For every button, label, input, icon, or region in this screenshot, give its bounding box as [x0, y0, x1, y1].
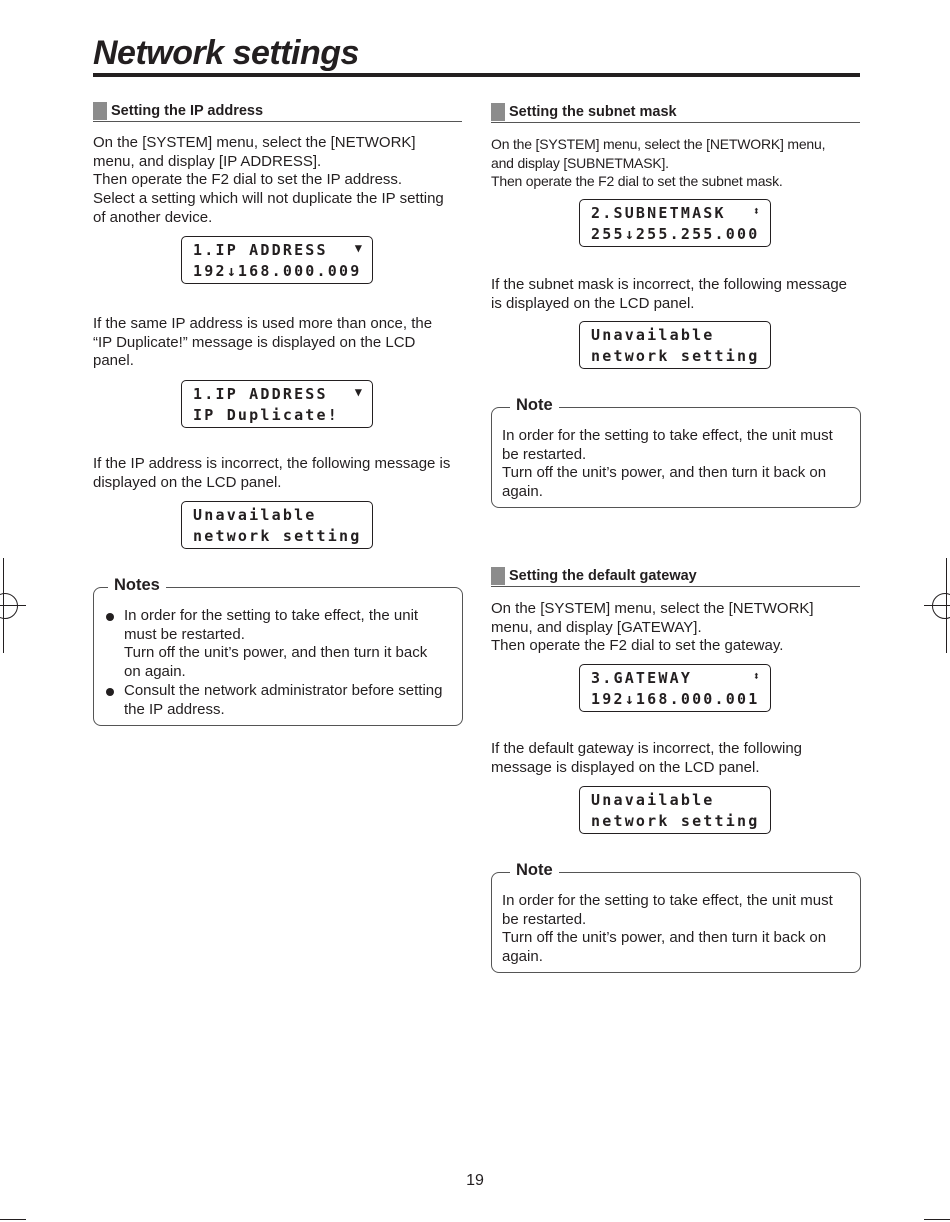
lcd-line-1: 1.IP ADDRESS: [193, 385, 328, 403]
text-line: If the IP address is incorrect, the following message is: [93, 455, 451, 472]
lcd-line-2: network setting: [193, 527, 362, 545]
text-line: Then operate the F2 dial to set the gateway.: [491, 637, 784, 655]
text-line: menu, and display [GATEWAY].: [491, 618, 702, 636]
registration-mark-icon: [932, 593, 950, 619]
page-title: Network settings: [93, 34, 359, 72]
note-body: [502, 892, 833, 967]
subnet-incorrect-text: [491, 276, 847, 313]
subnet-intro: [491, 135, 825, 191]
lcd-display-ip-address: [181, 236, 373, 284]
lcd-line-2: IP Duplicate!: [193, 406, 339, 424]
section-heading-subnet: [491, 102, 860, 123]
lcd-display-gateway: [579, 664, 771, 712]
heading-marker: [491, 567, 505, 585]
text-line: Turn off the unit’s power, and then turn it back on: [502, 464, 827, 482]
note-body: [502, 427, 833, 502]
section-heading-ip: [93, 101, 462, 122]
text-line: displayed on the LCD panel.: [93, 473, 282, 491]
text-line: “IP Duplicate!” message is displayed on the LCD: [93, 333, 416, 351]
lcd-display-subnet: [579, 199, 771, 247]
up-down-arrow-icon: ⬍: [752, 204, 760, 218]
heading-marker: [93, 102, 107, 120]
text-line: Consult the network administrator before setting: [124, 681, 443, 699]
lcd-line-2: network setting: [591, 812, 760, 830]
text-line: be restarted.: [502, 445, 587, 463]
bullet-icon: [106, 613, 114, 621]
text-line: Select a setting which will not duplicate the IP setting: [93, 190, 444, 208]
text-line: be restarted.: [502, 910, 587, 928]
lcd-line-2: network setting: [591, 347, 760, 365]
text-line: If the subnet mask is incorrect, the following message: [491, 276, 848, 293]
lcd-line-2: 192↓168.000.001: [591, 690, 760, 708]
page-number: 19: [466, 1172, 484, 1189]
text-line: the IP address.: [124, 700, 225, 718]
lcd-line-2: 192↓168.000.009: [193, 262, 362, 280]
note-bullet-item: [104, 682, 443, 719]
text-line: If the default gateway is incorrect, the following: [491, 740, 803, 757]
ip-incorrect-text: [93, 455, 450, 492]
lcd-display-unavailable: [579, 786, 771, 834]
lcd-display-unavailable: [579, 321, 771, 369]
gateway-intro: [491, 600, 814, 656]
lcd-line-1: Unavailable: [193, 506, 317, 524]
note-box: [491, 396, 861, 508]
text-line: on again.: [124, 663, 186, 681]
crop-mark: [924, 1219, 950, 1220]
text-line: Turn off the unit’s power, and then turn it back on: [502, 929, 827, 947]
text-line: again.: [502, 948, 543, 966]
text-line: Then operate the F2 dial to set the subnet mask.: [491, 173, 783, 190]
note-title: Note: [510, 861, 559, 880]
section-heading-label: Setting the default gateway: [509, 568, 697, 584]
text-line: In order for the setting to take effect, the unit: [124, 607, 419, 624]
lcd-display-unavailable: [181, 501, 373, 549]
text-line: In order for the setting to take effect, the unit must: [502, 427, 833, 444]
text-line: On the [SYSTEM] menu, select the [NETWORK]: [93, 134, 416, 151]
lcd-display-ip-duplicate: [181, 380, 373, 428]
up-down-arrow-icon: ⬍: [752, 669, 760, 683]
lcd-line-1: 3.GATEWAY: [591, 669, 693, 687]
text-line: menu, and display [IP ADDRESS].: [93, 152, 322, 170]
section-heading-label: Setting the IP address: [111, 103, 264, 119]
note-box: [491, 861, 861, 973]
text-line: is displayed on the LCD panel.: [491, 294, 695, 312]
notes-title: Notes: [108, 576, 166, 595]
down-triangle-icon: ▼: [354, 385, 362, 399]
title-rule: [93, 73, 860, 77]
heading-marker: [491, 103, 505, 121]
text-line: If the same IP address is used more than once, the: [93, 315, 433, 332]
ip-duplicate-text: [93, 315, 432, 371]
text-line: and display [SUBNETMASK].: [491, 154, 669, 171]
notes-body: [104, 607, 443, 719]
section-heading-label: Setting the subnet mask: [509, 104, 677, 120]
bullet-icon: [106, 688, 114, 696]
text-line: On the [SYSTEM] menu, select the [NETWORK] menu,: [491, 136, 826, 152]
lcd-line-1: 2.SUBNETMASK: [591, 204, 726, 222]
text-line: Then operate the F2 dial to set the IP address.: [93, 171, 403, 189]
text-line: panel.: [93, 352, 134, 370]
text-line: Turn off the unit’s power, and then turn it back: [124, 644, 428, 662]
ip-intro: [93, 134, 444, 228]
gateway-incorrect-text: [491, 740, 802, 777]
section-heading-gateway: [491, 566, 860, 587]
note-bullet-item: [104, 607, 443, 682]
registration-mark-icon: [0, 593, 18, 619]
text-line: message is displayed on the LCD panel.: [491, 758, 760, 776]
text-line: must be restarted.: [124, 625, 245, 643]
text-line: In order for the setting to take effect, the unit must: [502, 892, 833, 909]
notes-box: [93, 576, 463, 726]
crop-mark: [0, 1219, 26, 1220]
lcd-line-1: Unavailable: [591, 326, 715, 344]
text-line: again.: [502, 483, 543, 501]
down-triangle-icon: ▼: [354, 241, 362, 255]
lcd-line-1: Unavailable: [591, 791, 715, 809]
lcd-line-1: 1.IP ADDRESS: [193, 241, 328, 259]
text-line: of another device.: [93, 208, 213, 226]
note-title: Note: [510, 396, 559, 415]
lcd-line-2: 255↓255.255.000: [591, 225, 760, 243]
text-line: On the [SYSTEM] menu, select the [NETWORK]: [491, 600, 814, 617]
